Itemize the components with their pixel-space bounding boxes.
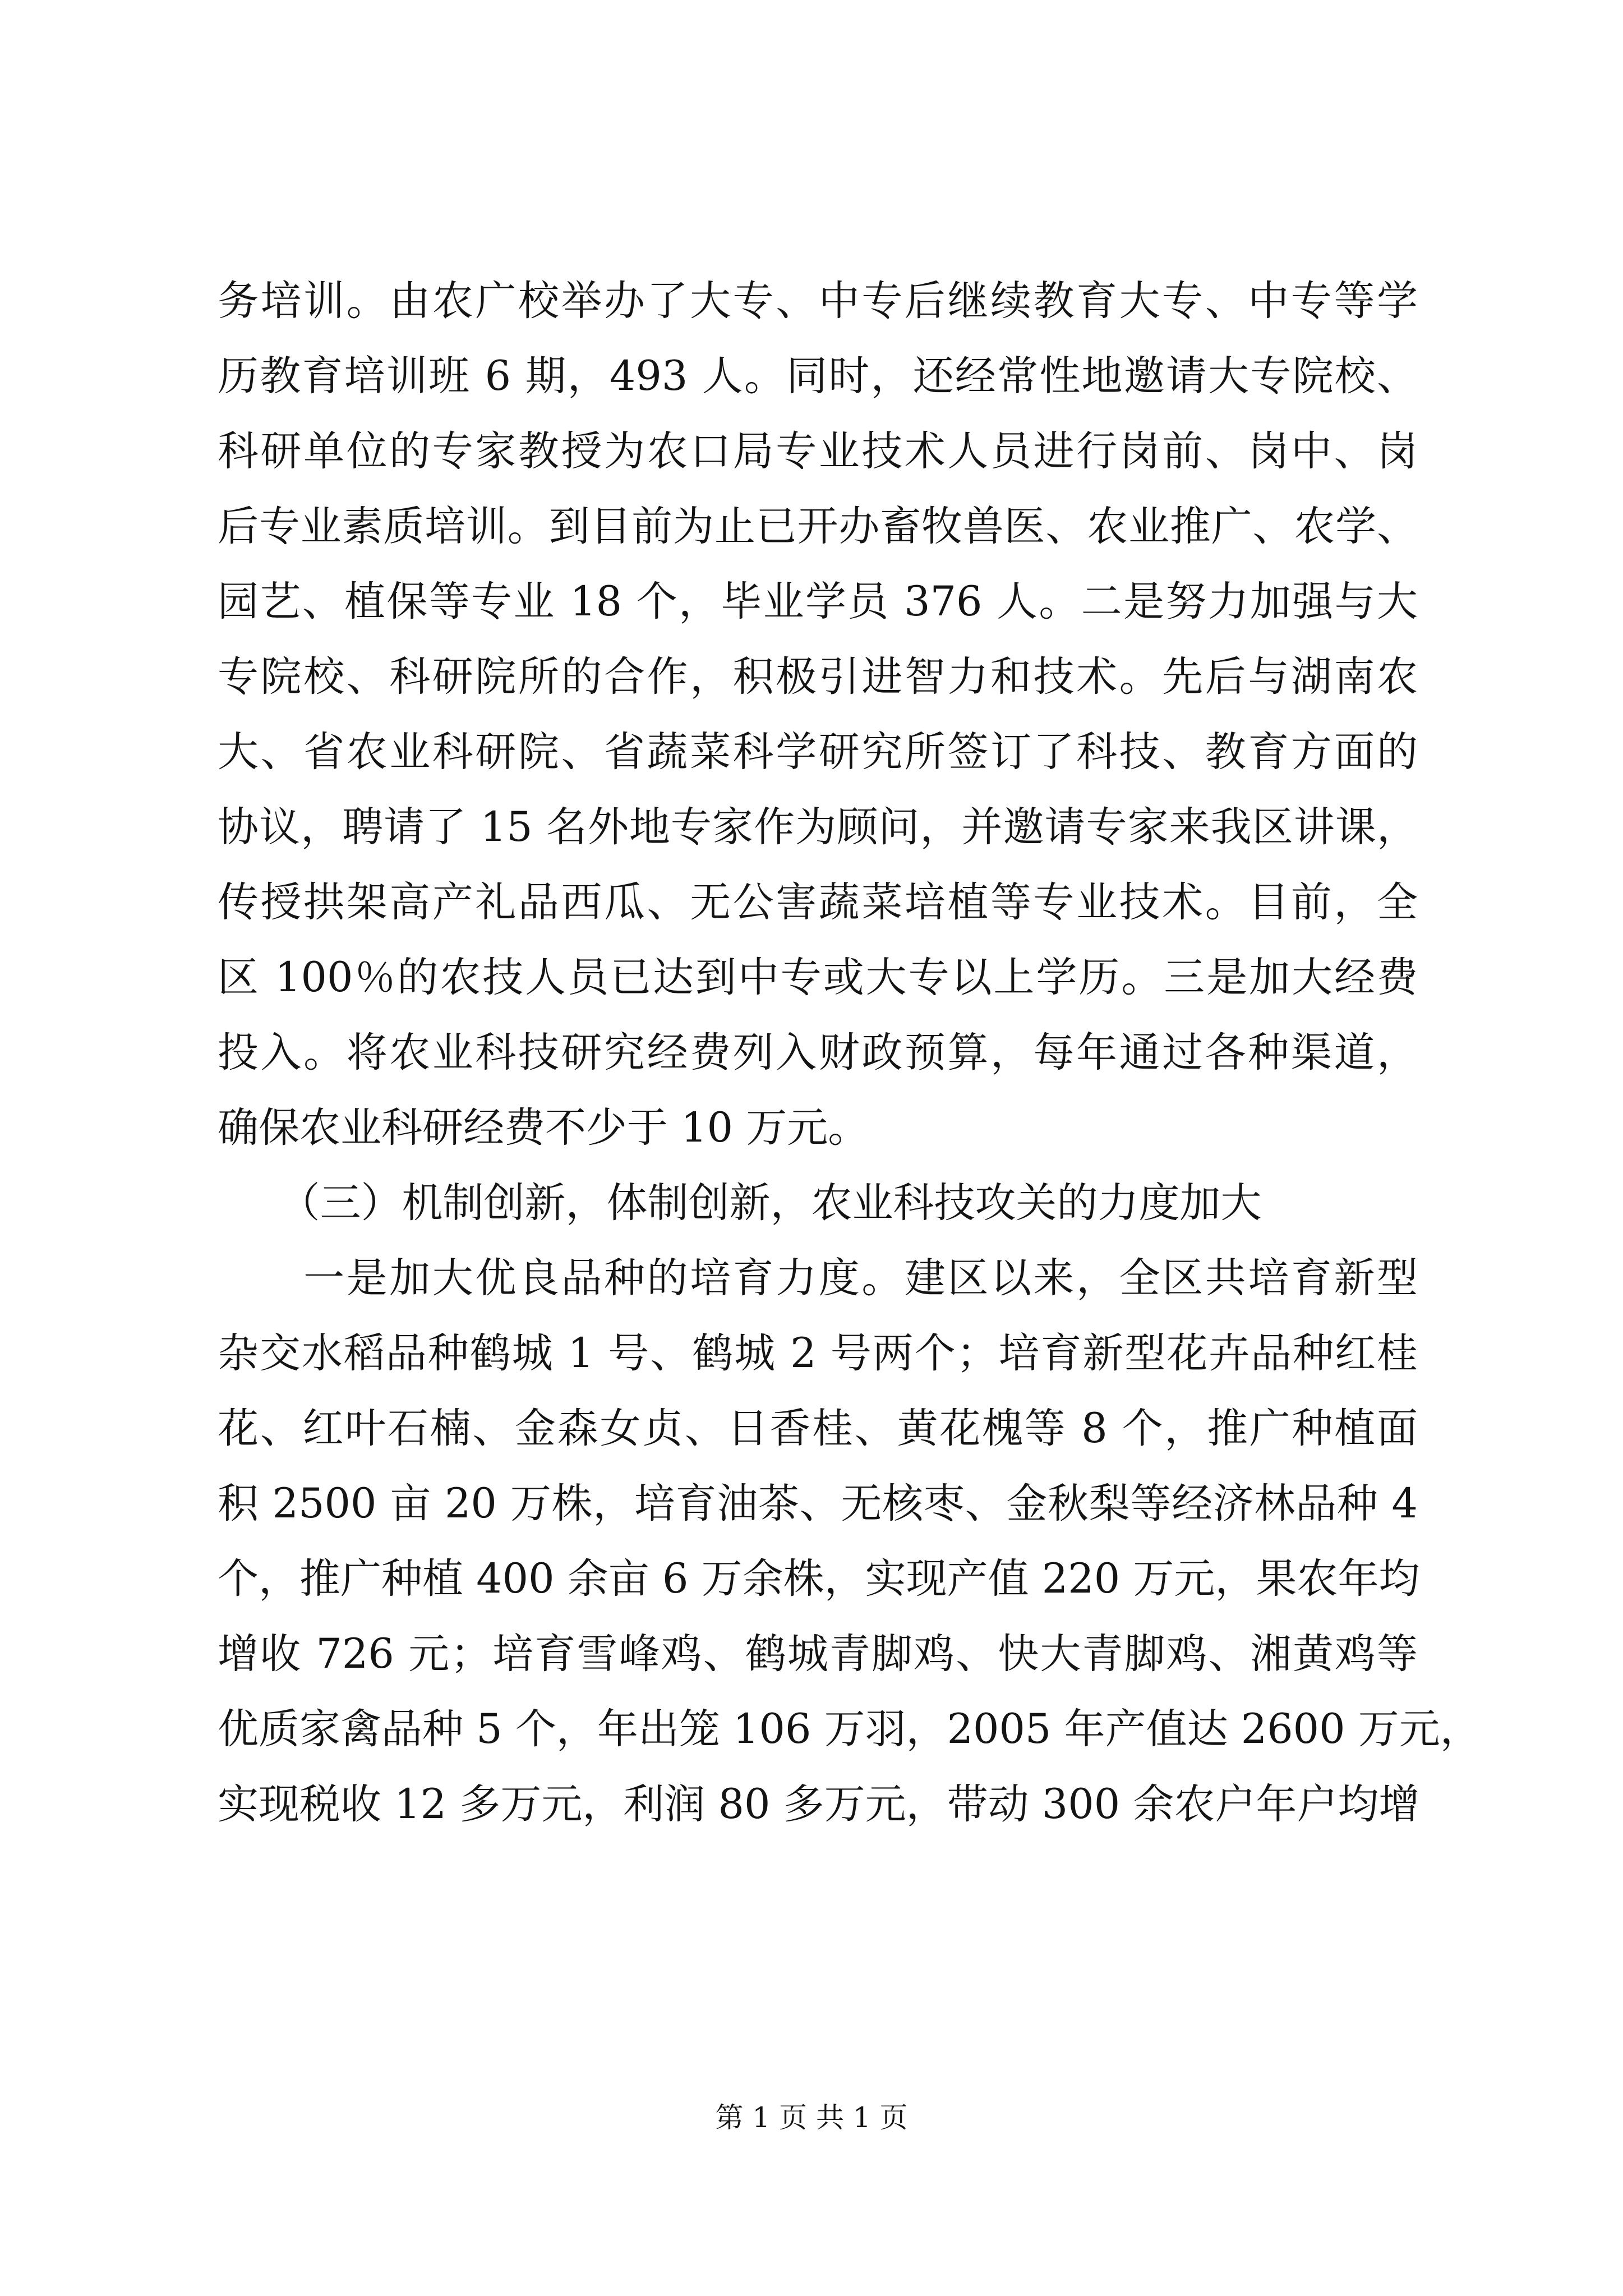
text-line: 传授拱架高产礼品西瓜、无公害蔬菜培植等专业技术。目前，全 — [218, 878, 1418, 926]
paragraph-last-line: 确保农业科研经费不少于 10 万元。 — [218, 1104, 869, 1152]
text-line: 协议，聘请了 15 名外地专家作为顾问，并邀请专家来我区讲课， — [218, 803, 1418, 851]
text-line: 实现税收 12 多万元，利润 80 多万元，带动 300 余农户年户均增 — [218, 1780, 1420, 1828]
text-line: 花、红叶石楠、金森女贞、日香桂、黄花槐等 8 个，推广种植面 — [218, 1405, 1418, 1452]
text-line: 积 2500 亩 20 万株，培育油茶、无核枣、金秋梨等经济林品种 4 — [218, 1480, 1418, 1527]
text-line: 后专业素质培训。到目前为止已开办畜牧兽医、农业推广、农学、 — [218, 503, 1418, 550]
text-line: 园艺、植保等专业 18 个，毕业学员 376 人。二是努力加强与大 — [218, 578, 1418, 625]
body-text — [218, 264, 1481, 1842]
text-line: 个，推广种植 400 余亩 6 万余株，实现产值 220 万元，果农年均 — [218, 1555, 1420, 1603]
section-heading: （三）机制创新，体制创新，农业科技攻关的力度加大 — [218, 1179, 1262, 1227]
text-line: 大、省农业科研院、省蔬菜科学研究所签订了科技、教育方面的 — [218, 728, 1418, 776]
page-footer: 第 1 页 共 1 页 — [715, 2101, 908, 2134]
text-line: 区 100％的农技人员已达到中专或大专以上学历。三是加大经费 — [218, 954, 1418, 1001]
text-line: 杂交水稻品种鹤城 1 号、鹤城 2 号两个；培育新型花卉品种红桂 — [218, 1329, 1418, 1377]
text-line: 历教育培训班 6 期，493 人。同时，还经常性地邀请大专院校、 — [218, 352, 1418, 400]
text-line: 科研单位的专家教授为农口局专业技术人员进行岗前、岗中、岗 — [218, 427, 1418, 475]
text-line: 优质家禽品种 5 个，年出笼 106 万羽，2005 年产值达 2600 万元， — [218, 1705, 1481, 1753]
text-line: 专院校、科研院所的合作，积极引进智力和技术。先后与湖南农 — [218, 653, 1418, 701]
text-line: 务培训。由农广校举办了大专、中专后继续教育大专、中专等学 — [218, 277, 1418, 325]
text-line: 一是加大优良品种的培育力度。建区以来，全区共培育新型 — [218, 1254, 1418, 1302]
text-line: 投入。将农业科技研究经费列入财政预算，每年通过各种渠道， — [218, 1029, 1418, 1076]
text-line: 增收 726 元；培育雪峰鸡、鹤城青脚鸡、快大青脚鸡、湘黄鸡等 — [218, 1630, 1418, 1678]
